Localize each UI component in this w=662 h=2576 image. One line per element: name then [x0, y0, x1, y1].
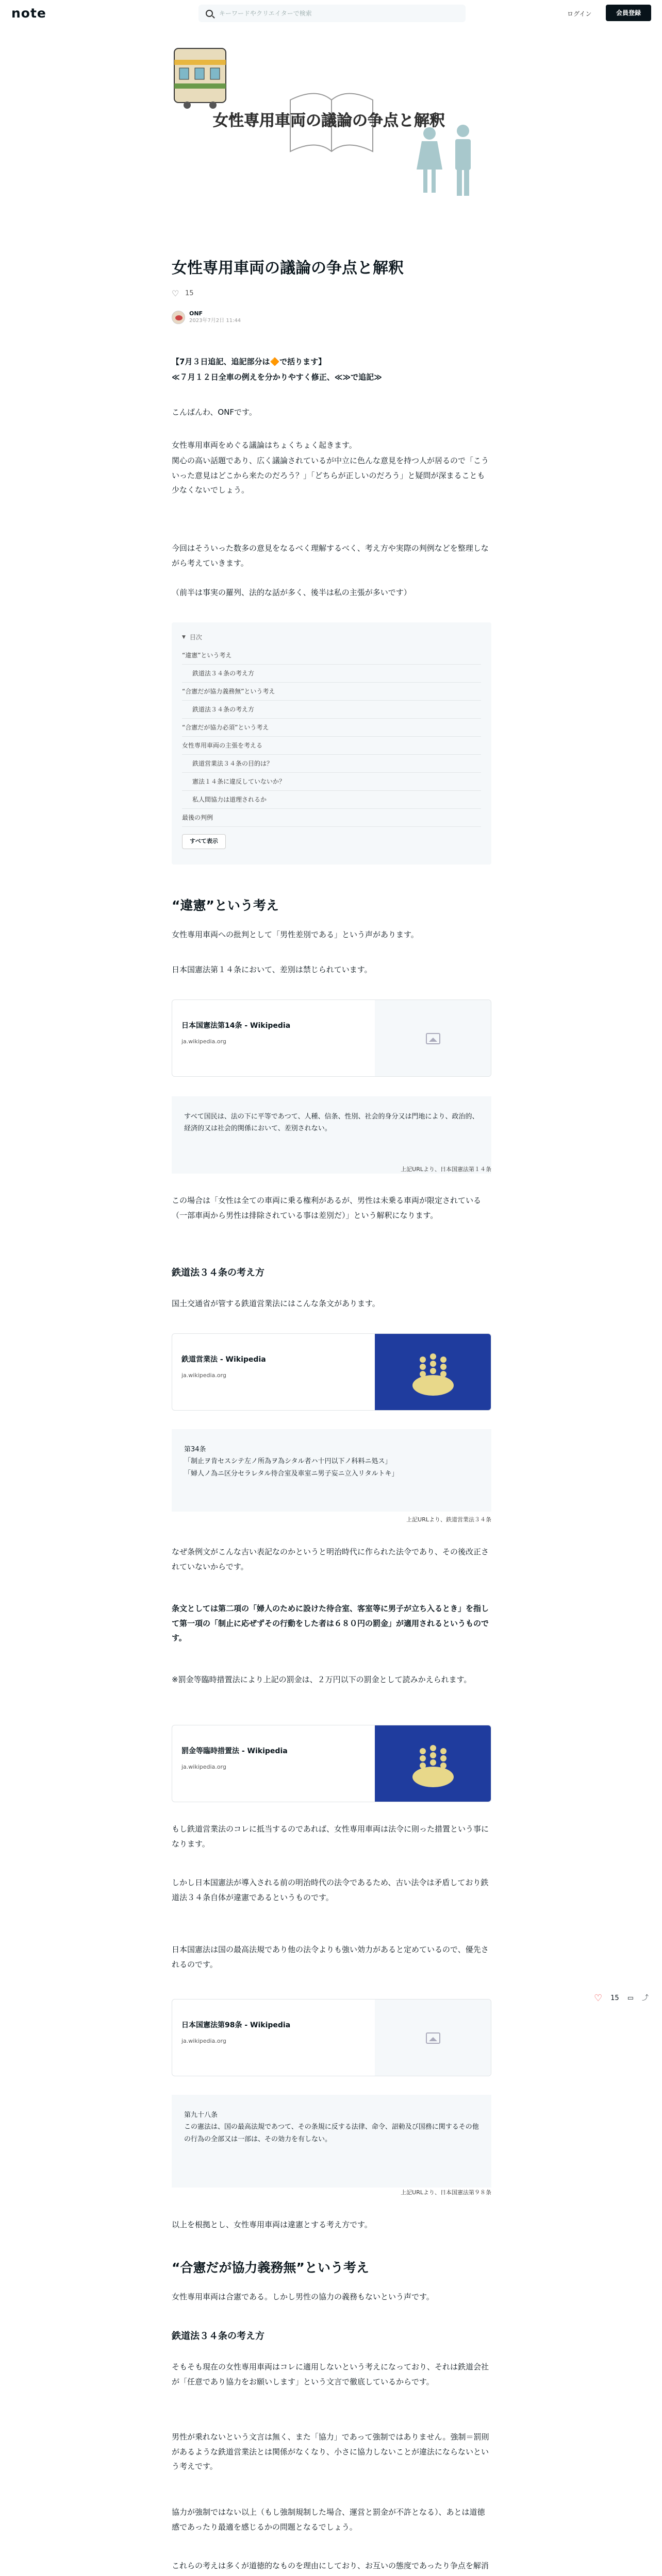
card-thumbnail: [375, 1999, 491, 2076]
toc-item[interactable]: 女性専用車両の主張を考える: [182, 737, 481, 755]
link-card[interactable]: [172, 1333, 491, 1411]
paragraph: もし鉄道営業法のコレに抵当するのであれば、女性専用車両は法令に則った措置という事になります。: [172, 1824, 489, 1849]
intro-paragraph: 今回はそういった数多の意見をなるべく理解するべく、考え方や実際の判例などを整理しながら考えていきます。: [172, 544, 489, 568]
link-card[interactable]: [172, 1725, 491, 1802]
notice-line-2: ≪７月１２日全車の例えを分かりやすく修正、≪≫で追記≫: [172, 372, 382, 382]
table-of-contents: [172, 622, 491, 865]
card-url: ja.wikipedia.org: [181, 1764, 226, 1770]
card-url: ja.wikipedia.org: [181, 2038, 226, 2044]
toc-show-all-button[interactable]: すべて表示: [182, 834, 226, 849]
citation: 上記URLより、日本国憲法第９８条: [401, 2189, 491, 2196]
side-like-count: 15: [610, 1994, 619, 2002]
section-heading: “合憲だが協力義務無”という考え: [172, 2260, 369, 2275]
quote-text: 「婦人ノ為ニ区分セラレタル待合室及車室ニ男子妄ニ立入リタルトキ」: [184, 1469, 399, 1478]
toc-header[interactable]: [182, 632, 481, 643]
author-name[interactable]: ONF: [189, 310, 203, 317]
train-illustration: [174, 48, 226, 109]
hero-illustration: [172, 38, 491, 224]
subsection-heading: 鉄道法３４条の考え方: [172, 1267, 264, 1278]
subsection-heading: 鉄道法３４条の考え方: [172, 2331, 264, 2342]
article-title: 女性専用車両の議論の争点と解釈: [172, 259, 404, 277]
quote-text: 「制止ヲ肯セスシテ左ノ所為ヲ為シタル者ハ十円以下ノ科料ニ処ス」: [184, 1458, 392, 1466]
intro-paragraph: （前半は事実の羅列、法的な話が多く、後半は私の主張が多いです）: [172, 588, 411, 597]
like-counter[interactable]: [172, 287, 491, 300]
paragraph: 日本国憲法は国の最高法規であり他の法令よりも強い効力があると定めているので、優先されるのです。: [172, 1945, 489, 1969]
toc-item[interactable]: 鉄道営業法３４条の目的は？: [182, 755, 481, 773]
login-button[interactable]: ログイン: [567, 10, 592, 18]
search-placeholder: キーワードやクリエイターで検索: [219, 9, 312, 17]
post-date: 2023年7月2日 11:44: [189, 318, 241, 324]
paragraph: しかし日本国憲法が導入される前の明治時代の法令であるため、古い法令は矛盾しており鉄道法３４条自体が違憲であるというものです。: [172, 1878, 489, 1902]
toc-item[interactable]: 憲法１４条に違反していないか？: [182, 773, 481, 791]
paragraph: なぜ条例文がこんな古い表記なのかというと明治時代に作られた法令であり、その後改正されていないからです。: [172, 1547, 489, 1571]
heart-icon[interactable]: ♡: [172, 289, 179, 299]
search-icon: [206, 10, 213, 17]
card-thumbnail: [375, 1334, 491, 1411]
hero-image: [172, 38, 491, 224]
intro-paragraph: 関心の高い話題であり、広く議論されているが中立に色んな意見を持つ人が居るので「こういった意見はどこから来たのだろう？」「どちらが正しいのだろう」と疑問が深まることも少なくないでしょう。: [172, 456, 489, 495]
side-action-bar: [594, 1990, 649, 2007]
paragraph: 国土交通省が管する鉄道営業法にはこんな条文があります。: [172, 1299, 380, 1308]
link-card[interactable]: [172, 999, 491, 1077]
author-block[interactable]: [172, 310, 491, 324]
paragraph: 女性専用車両への批判として「男性差別である」という声があります。: [172, 930, 419, 939]
note-logo[interactable]: note: [11, 6, 46, 21]
toc-item[interactable]: “合憲だが協力義務無”という考え: [182, 683, 481, 701]
paragraph: 協力が強制ではない以上（もし強制規制した場合、運営と罰金が不許となる）、あとは道徳感であったり最適を感じるかの問題となるでしょう。: [172, 2507, 485, 2532]
paragraph: 以上を根拠とし、女性専用車両は違憲とする考え方です。: [172, 2220, 372, 2229]
like-count: 15: [185, 290, 194, 297]
card-title: 鉄道営業法 - Wikipedia: [181, 1355, 266, 1364]
paulownia-emblem-icon: [405, 1344, 461, 1401]
toc-item[interactable]: “合憲だが協力必須”という考え: [182, 719, 481, 737]
avatar[interactable]: [172, 311, 185, 324]
toc-item[interactable]: “違憲”という考え: [182, 647, 481, 665]
card-title: 日本国憲法第14条 - Wikipedia: [181, 1022, 291, 1030]
site-header: [0, 0, 662, 27]
paragraph: 男性が乗れないという文言は無く、また「協力」であって強制ではありません。強制＝罰則があるような鉄道営業法とは関係がなくなり、小さに協力しないことが違法にならないという考えです。: [172, 2432, 489, 2471]
card-url: ja.wikipedia.org: [181, 1038, 226, 1045]
notice-line-1: 【7月３日追記、追記部分は🔶で括ります】: [172, 357, 326, 366]
blockquote: [172, 1429, 491, 1512]
intro-paragraph: こんばんわ、ONFです。: [172, 408, 257, 417]
intro-paragraph: 女性専用車両をめぐる議論はちょくちょく起きます。: [172, 440, 357, 450]
card-url: ja.wikipedia.org: [181, 1372, 226, 1379]
hero-title-text: 女性専用車両の議論の争点と解釈: [213, 112, 445, 130]
section-heading: “違憲”という考え: [172, 898, 279, 913]
card-thumbnail: [375, 1000, 491, 1077]
toc-item[interactable]: 私人間協力は道理されるか: [182, 791, 481, 809]
search-input[interactable]: [198, 5, 466, 22]
toc-item[interactable]: 最後の判例: [182, 809, 481, 827]
quote-text: すべて国民は、法の下に平等であつて、人種、信条、性別、社会的身分又は門地により、政治的、経済的又は社会的関係において、差別されない。: [184, 1113, 479, 1133]
toc-item[interactable]: 鉄道法３４条の考え方: [182, 701, 481, 719]
quote-text: 第34条: [184, 1446, 206, 1453]
share-icon[interactable]: ⤴: [641, 1994, 649, 2002]
paragraph: 条文としては第二項の「婦人のために設けた待合室、客室等に男子が立ち入るとき」を指して第一項の「制止に応ぜずその行動をした者は６８０円の罰金」が適用されるというものです。: [172, 1604, 489, 1642]
man-icon: [455, 125, 471, 196]
citation: 上記URLより、鉄道営業法３４条: [406, 1516, 491, 1523]
heart-icon[interactable]: ♡: [594, 1993, 603, 2004]
paulownia-emblem-icon: [405, 1736, 461, 1792]
link-card[interactable]: [172, 1999, 491, 2076]
blockquote: [172, 1096, 491, 1174]
signup-button[interactable]: 会員登録: [606, 5, 651, 21]
comment-icon[interactable]: ▭: [627, 1994, 634, 2002]
image-placeholder-icon: [426, 1033, 440, 1044]
image-placeholder-icon: [426, 2032, 440, 2044]
paragraph: 女性専用車両は合憲である。しかし男性の協力の義務もないという声です。: [172, 2292, 434, 2301]
chevron-down-icon: ▼: [182, 634, 186, 640]
toc-title: 目次: [189, 634, 202, 641]
card-title: 罰金等臨時措置法 - Wikipedia: [181, 1747, 288, 1755]
paragraph: 日本国憲法第１４条において、差別は禁じられています。: [172, 965, 372, 974]
citation: 上記URLより、日本国憲法第１４条: [401, 1166, 491, 1173]
paragraph: ※罰金等臨時措置法により上記の罰金は、２万円以下の罰金として読みかえられます。: [172, 1675, 472, 1684]
paragraph: そもそも現在の女性専用車両はコレに適用しないという考えになっており、それは鉄道会社が「任意であり協力をお願いします」という文言で徹底しているからです。: [172, 2362, 489, 2386]
card-title: 日本国憲法第98条 - Wikipedia: [181, 2021, 291, 2029]
paragraph: この場合は「女性は全ての車両に乗る権利があるが、男性は未乗る車両が限定されている（一部車両から男性は排除されている事は差別だ）」という解釈になります。: [172, 1196, 482, 1220]
card-thumbnail: [375, 1725, 491, 1802]
quote-text: 第九十八条: [184, 2111, 218, 2119]
quote-text: この憲法は、国の最高法規であつて、その条規に反する法律、命令、詔勅及び国務に関するその他の行為の全部又は一部は、その効力を有しない。: [184, 2123, 479, 2143]
woman-icon: [417, 127, 442, 193]
paragraph: これらの考えは多くが道徳的なものを理由にしており、お互いの態度であったり争点を解消: [172, 2561, 489, 2570]
toc-item[interactable]: 鉄道法３４条の考え方: [182, 665, 481, 683]
blockquote: [172, 2095, 491, 2188]
